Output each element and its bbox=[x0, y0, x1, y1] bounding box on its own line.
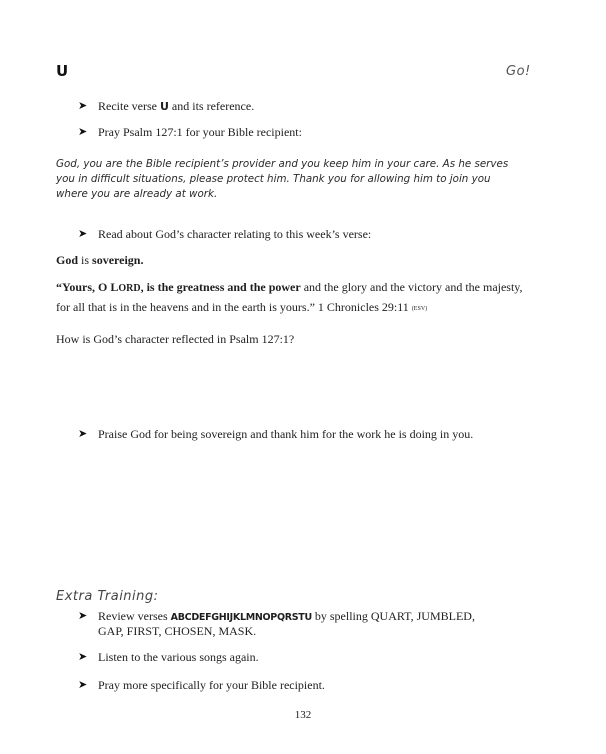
character-statement bbox=[56, 252, 143, 268]
arrow-bullet-icon: ➤ bbox=[78, 126, 88, 138]
page-number: 132 bbox=[294, 709, 312, 721]
arrow-bullet-icon: ➤ bbox=[78, 100, 88, 112]
review-before: Review verses bbox=[98, 609, 171, 623]
arrow-bullet-icon: ➤ bbox=[78, 679, 88, 691]
review-letters: ABCDEFGHIJKLMNOPQRSTU bbox=[170, 612, 312, 623]
character-god: God bbox=[56, 253, 79, 267]
praise-text: Praise God for being sovereign and thank him for the work he is doing in you. bbox=[98, 427, 474, 441]
question: How is God’s character reflected in Psalm 127:1? bbox=[56, 332, 295, 346]
read-about-text: Read about God’s character relating to this week’s verse: bbox=[98, 227, 372, 241]
prayer-line: where you are already at work. bbox=[56, 188, 218, 200]
review-line-2: GAP, FIRST, CHOSEN, MASK. bbox=[98, 624, 257, 638]
quote-lord-rest: ORD bbox=[118, 283, 141, 294]
prayer-line: God, you are the Bible recipient’s provider and you keep him in your care. As he serves bbox=[56, 158, 509, 170]
character-is: is bbox=[78, 253, 93, 267]
quote-lord-l: L bbox=[110, 280, 119, 294]
arrow-bullet-icon: ➤ bbox=[78, 428, 88, 440]
section-letter: U bbox=[56, 62, 69, 80]
recite-verse-letter: U bbox=[159, 100, 169, 113]
listen-text: Listen to the various songs again. bbox=[98, 650, 259, 664]
extra-training-title: Extra Training: bbox=[56, 589, 159, 604]
quote-bold-a: “Yours, O bbox=[56, 280, 111, 294]
character-attribute: sovereign. bbox=[92, 253, 144, 267]
recite-after: and its reference. bbox=[168, 99, 255, 113]
quote-line-1 bbox=[56, 279, 523, 297]
recite-before: Recite verse bbox=[98, 99, 160, 113]
quote-bold-b: , is the greatness and the power bbox=[140, 280, 301, 294]
prayer-text bbox=[56, 157, 546, 202]
quote-rest: and the glory and the victory and the majesty, bbox=[300, 280, 523, 294]
arrow-bullet-icon: ➤ bbox=[78, 228, 88, 240]
arrow-bullet-icon: ➤ bbox=[78, 651, 88, 663]
prayer-line: you in difficult situations, please protect him. Thank you for allowing him to join you bbox=[56, 173, 491, 185]
arrow-bullet-icon: ➤ bbox=[78, 610, 88, 622]
quote-version: (ESV) bbox=[411, 306, 428, 312]
recite-text bbox=[98, 98, 254, 115]
pray-more-text: Pray more specifically for your Bible recipient. bbox=[98, 678, 325, 692]
quote-line-2-text: for all that is in the heavens and in the earth is yours.” 1 Chronicles 29:11 bbox=[56, 300, 412, 314]
go-label: Go! bbox=[506, 64, 531, 79]
quote-line-2 bbox=[56, 299, 427, 317]
review-after: by spelling QUART, JUMBLED, bbox=[311, 609, 475, 623]
pray-psalm-text: Pray Psalm 127:1 for your Bible recipient: bbox=[98, 125, 302, 139]
